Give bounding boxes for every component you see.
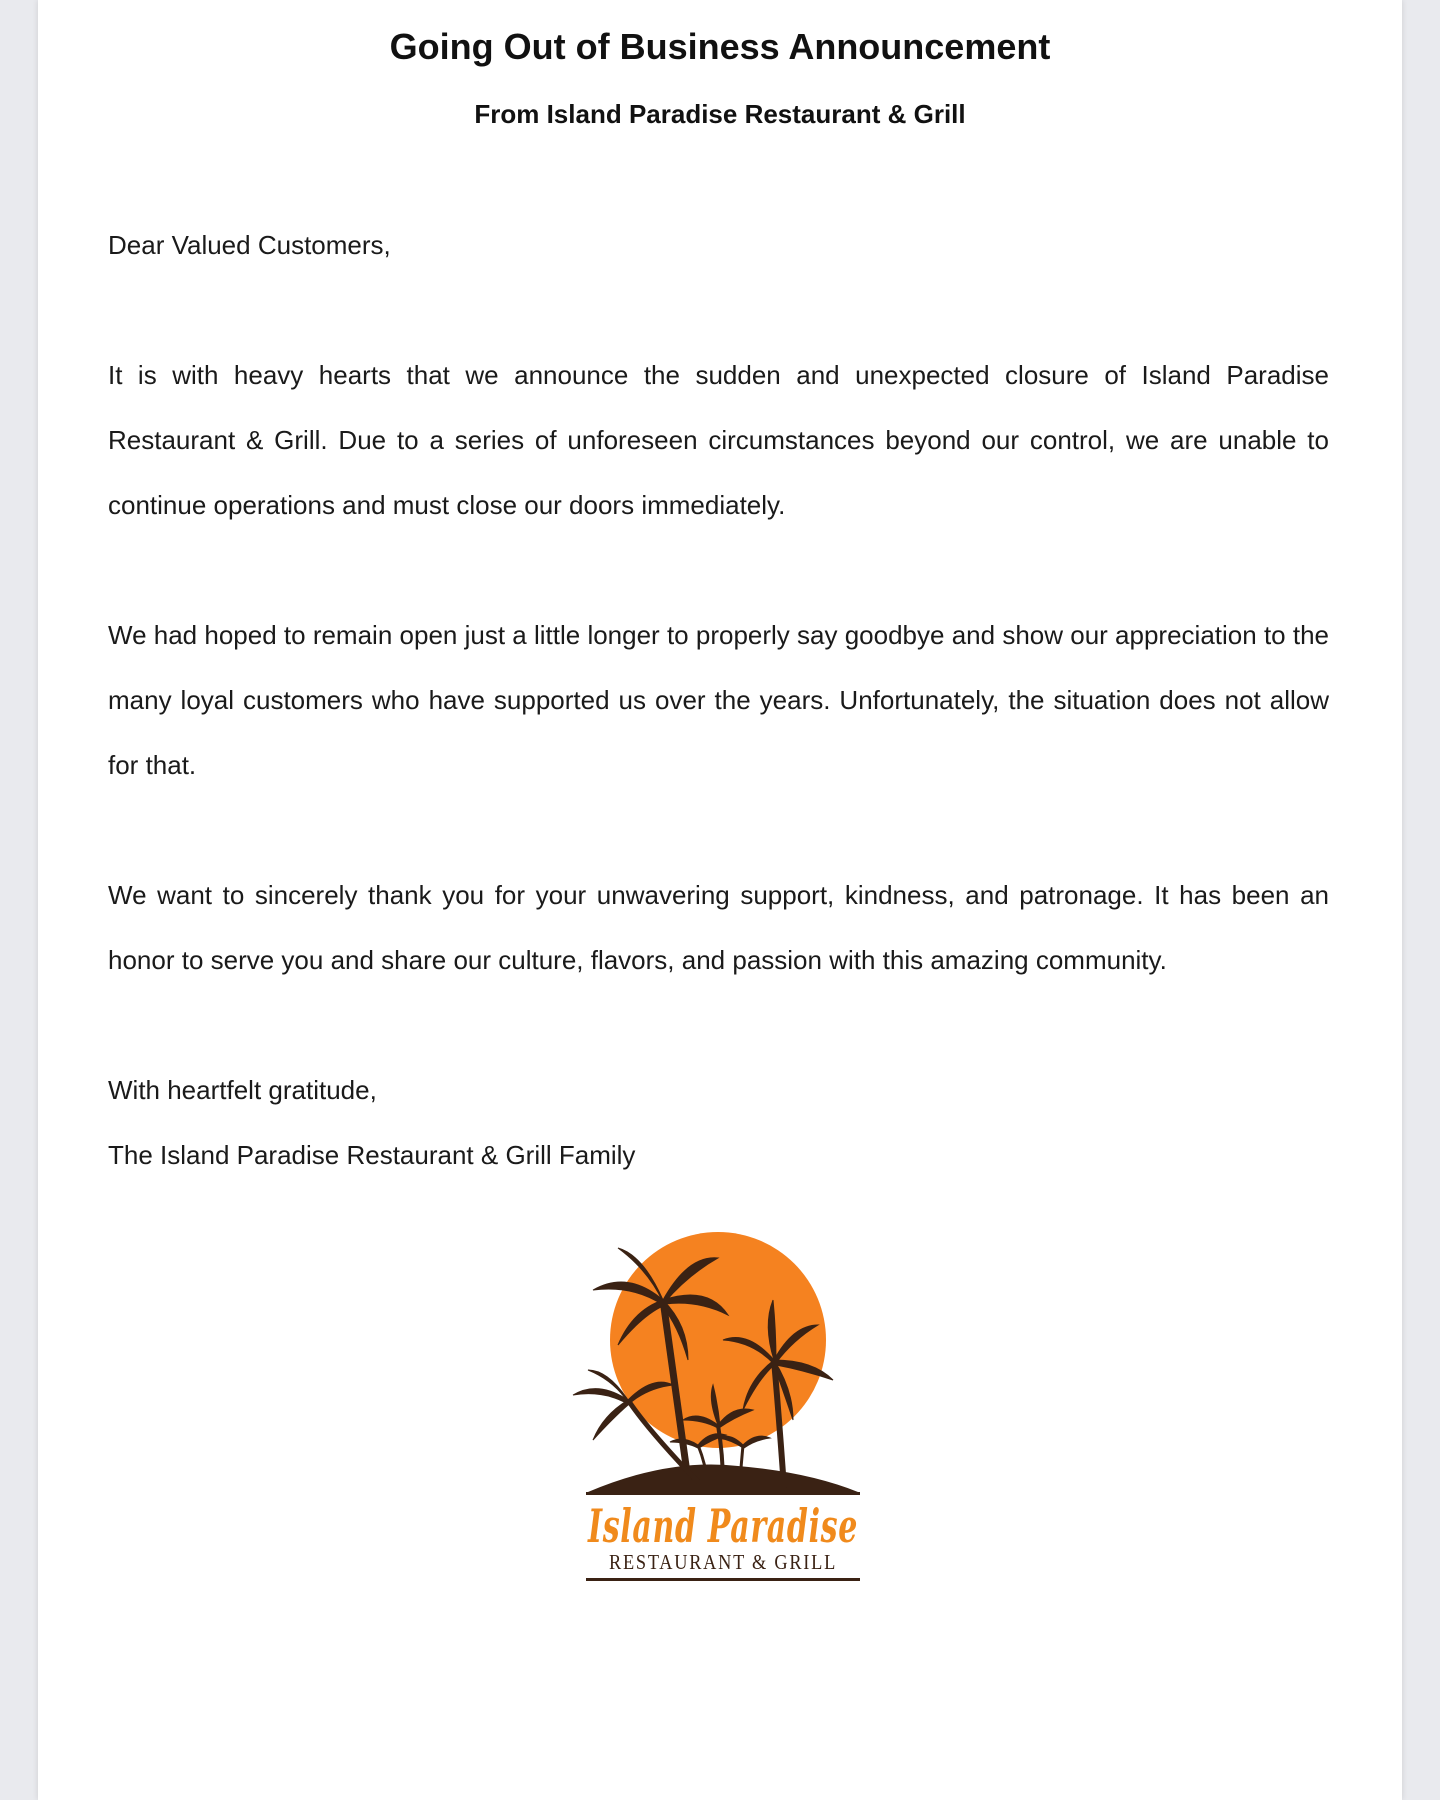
logo-script-text: Island Paradise	[586, 1499, 858, 1553]
restaurant-logo	[548, 1230, 898, 1585]
logo-top-rule	[586, 1492, 860, 1495]
logo-sub-text: RESTAURANT & GRILL	[609, 1550, 837, 1574]
paragraph-closure: It is with heavy hearts that we announce the sudden and unexpected closure of Island Paradise Restaurant & Grill. Due to a series of unforeseen circumstances beyond our control, we are unable to continue operations and must close our doors immediately.	[108, 360, 1329, 520]
signature-line: The Island Paradise Restaurant & Grill Family	[108, 1140, 636, 1170]
salutation: Dear Valued Customers,	[108, 230, 391, 260]
page-subtitle: From Island Paradise Restaurant & Grill	[474, 99, 966, 129]
closing-line: With heartfelt gratitude,	[108, 1075, 377, 1105]
logo-bottom-rule	[586, 1578, 860, 1581]
paragraph-goodbye: We had hoped to remain open just a little longer to properly say goodbye and show our appreciation to the many loyal customers who have supported us over the years. Unfortunately, the situation does not allow for that.	[108, 620, 1329, 780]
paragraph-thanks: We want to sincerely thank you for your unwavering support, kindness, and patronage. It has been an honor to serve you and share our culture, flavors, and passion with this amazing community.	[108, 880, 1329, 975]
document-page	[38, 0, 1402, 1800]
page-title: Going Out of Business Announcement	[389, 26, 1051, 67]
